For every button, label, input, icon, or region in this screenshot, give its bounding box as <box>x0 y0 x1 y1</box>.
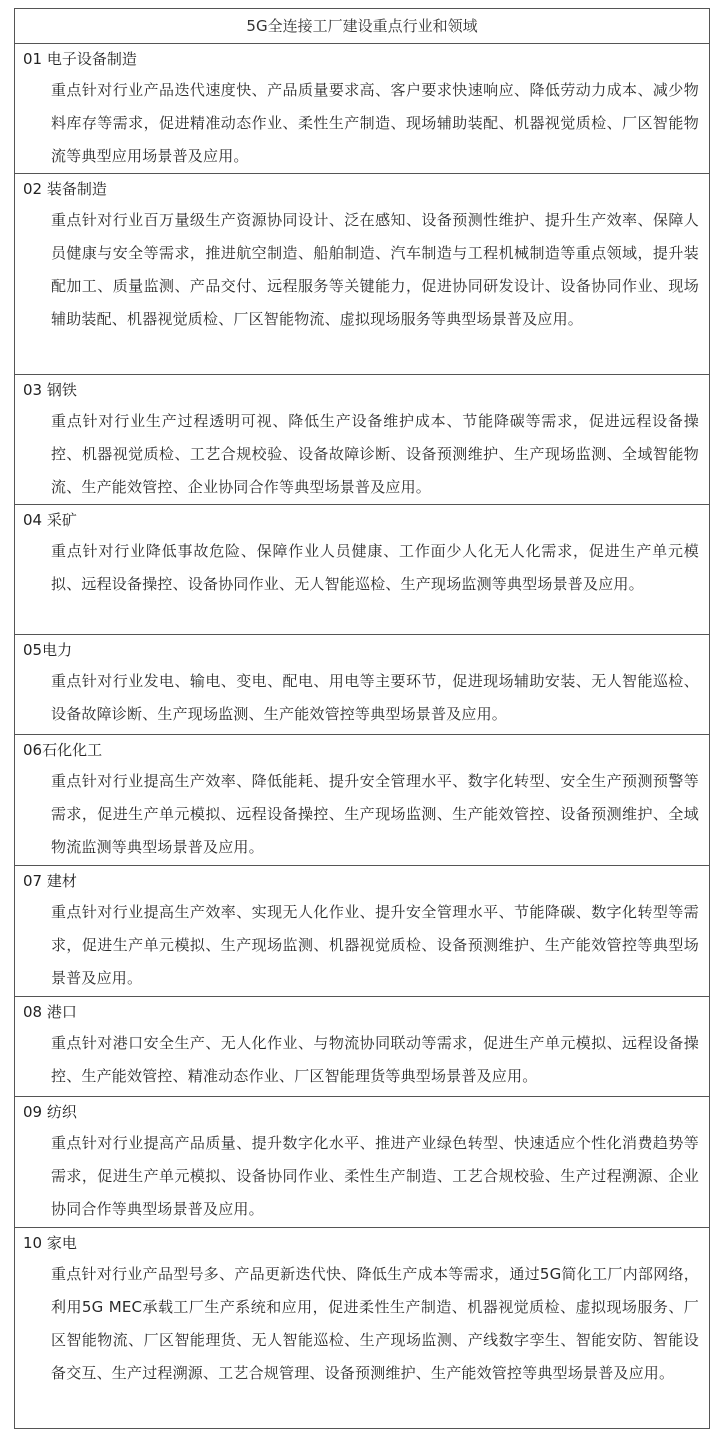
table-title: 5G全连接工厂建设重点行业和领域 <box>15 9 709 44</box>
section-steel <box>15 375 709 505</box>
section-heading: 01 电子设备制造 <box>23 50 137 68</box>
section-body: 重点针对行业降低事故危险、保障作业人员健康、工作面少人化无人化需求，促进生产单元模拟、远程设备操控、设备协同作业、无人智能巡检、生产现场监测等典型场景普及应用。 <box>51 542 699 593</box>
section-body: 重点针对行业百万量级生产资源协同设计、泛在感知、设备预测性维护、提升生产效率、保障人员健康与安全等需求，推进航空制造、船舶制造、汽车制造与工程机械制造等重点领域，提升装配加工、质量监测、产品交付、远程服务等关键能力，促进协同研发设计、设备协同作业、现场辅助装配、机器视觉质检、厂区智能物流、虚拟现场服务等典型场景普及应用。 <box>51 211 699 328</box>
section-heading: 06石化化工 <box>23 741 103 759</box>
section-body: 重点针对行业发电、输电、变电、配电、用电等主要环节，促进现场辅助安装、无人智能巡检、设备故障诊断、生产现场监测、生产能效管控等典型场景普及应用。 <box>51 672 699 723</box>
section-textiles <box>15 1097 709 1228</box>
section-building-materials <box>15 866 709 997</box>
section-equipment <box>15 174 709 375</box>
section-body: 重点针对行业产品迭代速度快、产品质量要求高、客户要求快速响应、降低劳动力成本、减少物料库存等需求，促进精准动态作业、柔性生产制造、现场辅助装配、机器视觉质检、厂区智能物流等典型应用场景普及应用。 <box>51 81 699 165</box>
section-body: 重点针对行业产品型号多、产品更新迭代快、降低生产成本等需求，通过5G简化工厂内部网络，利用5G MEC承载工厂生产系统和应用，促进柔性生产制造、机器视觉质检、虚拟现场服务、厂区智能物流、厂区智能理货、无人智能巡检、生产现场监测、产线数字孪生、智能安防、智能设备交互、生产过程溯源、工艺合规管理、设备预测维护、生产能效管控等典型场景普及应用。 <box>51 1265 699 1382</box>
section-heading: 02 装备制造 <box>23 180 107 198</box>
section-body: 重点针对行业提高生产效率、降低能耗、提升安全管理水平、数字化转型、安全生产预测预警等需求，促进生产单元模拟、远程设备操控、生产现场监测、生产能效管控、设备预测维护、全域物流监测等典型场景普及应用。 <box>51 772 699 856</box>
section-petrochemical <box>15 735 709 866</box>
section-body: 重点针对行业提高生产效率、实现无人化作业、提升安全管理水平、节能降碳、数字化转型等需求，促进生产单元模拟、生产现场监测、机器视觉质检、设备预测维护、生产能效管控等典型场景普及应用。 <box>51 903 699 987</box>
section-heading: 10 家电 <box>23 1234 77 1252</box>
section-ports <box>15 997 709 1097</box>
section-heading: 08 港口 <box>23 1003 77 1021</box>
section-heading: 04 采矿 <box>23 511 77 529</box>
section-body: 重点针对港口安全生产、无人化作业、与物流协同联动等需求，促进生产单元模拟、远程设备操控、生产能效管控、精准动态作业、厂区智能理货等典型场景普及应用。 <box>51 1034 699 1085</box>
industry-table <box>14 8 710 1429</box>
section-electronics <box>15 44 709 174</box>
section-mining <box>15 505 709 635</box>
section-body: 重点针对行业生产过程透明可视、降低生产设备维护成本、节能降碳等需求，促进远程设备操控、机器视觉质检、工艺合规校验、设备故障诊断、设备预测维护、生产现场监测、全域智能物流、生产能效管控、企业协同合作等典型场景普及应用。 <box>51 412 699 496</box>
section-home-appliances <box>15 1228 709 1428</box>
section-heading: 05电力 <box>23 641 73 659</box>
section-heading: 07 建材 <box>23 872 77 890</box>
section-heading: 09 纺织 <box>23 1103 77 1121</box>
section-heading: 03 钢铁 <box>23 381 77 399</box>
section-body: 重点针对行业提高产品质量、提升数字化水平、推进产业绿色转型、快速适应个性化消费趋势等需求，促进生产单元模拟、设备协同作业、柔性生产制造、工艺合规校验、生产过程溯源、企业协同合作等典型场景普及应用。 <box>51 1134 699 1218</box>
section-power <box>15 635 709 735</box>
